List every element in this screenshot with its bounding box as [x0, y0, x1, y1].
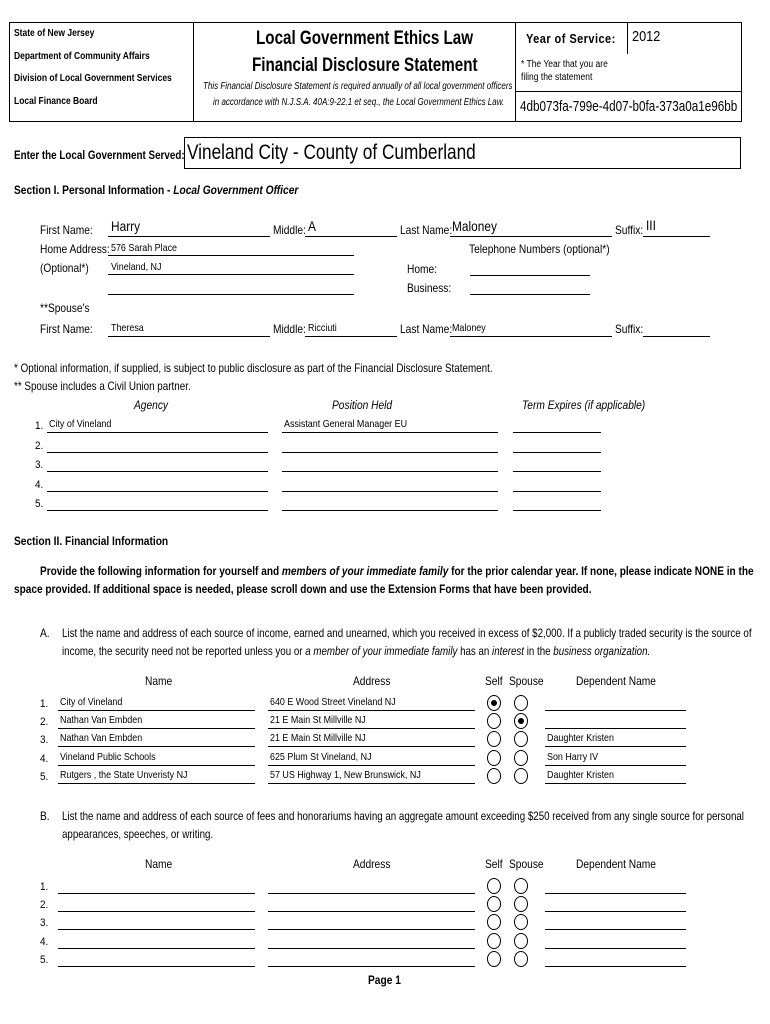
dependent-name-field[interactable] — [545, 911, 686, 912]
header-divider-1 — [193, 22, 194, 122]
agency-column-header: Agency — [134, 398, 169, 412]
position-value: Assistant General Manager EU — [284, 418, 408, 430]
part-a-self-header: Self — [485, 674, 503, 688]
source-address-field[interactable] — [268, 710, 475, 711]
section2-title: Section II. Financial Information — [14, 534, 169, 548]
header-divider-2 — [515, 22, 516, 122]
dependent-name-field[interactable] — [545, 966, 686, 967]
source-name-value: Nathan Van Embden — [60, 732, 143, 745]
form-title-1: Local Government Ethics Law — [256, 28, 474, 49]
header-state: State of New Jersey — [14, 28, 95, 39]
position-field[interactable] — [282, 491, 498, 492]
spouse-middle-value: Ricciuti — [308, 322, 337, 334]
agency-row-number: 2. — [35, 439, 44, 452]
agency-field[interactable] — [47, 471, 268, 472]
header-division: Division of Local Government Services — [14, 73, 172, 84]
term-field[interactable] — [513, 452, 601, 453]
spouse-radio[interactable] — [514, 896, 528, 912]
spouse-middle-field[interactable] — [305, 336, 397, 337]
dependent-name-field[interactable] — [545, 710, 686, 711]
part-a-text-2: income, the security need not be reported unless you or a member of your immediate family has an interest in the business organization. — [62, 644, 651, 658]
first-name-value: Harry — [111, 218, 141, 234]
source-name-value: Vineland Public Schools — [60, 750, 156, 763]
dependent-name-field[interactable] — [545, 728, 686, 729]
income-row-number: 3. — [40, 734, 49, 747]
source-address-field[interactable] — [268, 911, 475, 912]
section2-intro-line1: Provide the following information for yourself and members of your immediate family for the prior calendar year. If none, please indicate NONE in the — [40, 564, 754, 578]
source-address-field[interactable] — [268, 746, 475, 747]
source-address-field[interactable] — [268, 948, 475, 949]
term-column-header: Term Expires (if applicable) — [522, 398, 646, 412]
dependent-name-value: Daughter Kristen — [547, 768, 614, 781]
spouse-radio[interactable] — [514, 731, 528, 747]
part-a-spouse-header: Spouse — [509, 674, 544, 688]
dependent-name-field[interactable] — [545, 893, 686, 894]
middle-value: A — [308, 218, 316, 234]
home-address-label: Home Address: — [40, 242, 110, 256]
self-radio[interactable] — [487, 750, 501, 766]
home-phone-label: Home: — [407, 262, 438, 276]
part-a-text-1: List the name and address of each source of income, earned and unearned, which you received in excess of $2,000. If a publicly traded security is the source of — [62, 626, 752, 640]
source-address-field[interactable] — [268, 893, 475, 894]
agency-row-number: 5. — [35, 498, 44, 510]
spouse-radio[interactable] — [514, 695, 528, 711]
source-address-value: 625 Plum St Vineland, NJ — [270, 750, 372, 763]
income-row-number: 5. — [40, 770, 49, 783]
source-address-field[interactable] — [268, 929, 475, 930]
source-name-field[interactable] — [58, 929, 255, 930]
dependent-name-field[interactable] — [545, 948, 686, 949]
form-description-2: in accordance with N.J.S.A. 40A:9-22.1 et seq., the Local Government Ethics Law. — [213, 97, 505, 108]
agency-row-number: 3. — [35, 459, 44, 471]
dependent-name-field[interactable] — [545, 765, 686, 766]
dependent-name-value: Daughter Kristen — [547, 732, 614, 745]
source-address-field[interactable] — [268, 783, 475, 784]
spouse-first-name-field[interactable] — [108, 336, 270, 337]
dependent-name-field[interactable] — [545, 783, 686, 784]
spouse-middle-label: Middle: — [273, 322, 306, 336]
source-name-field[interactable] — [58, 893, 255, 894]
middle-field[interactable] — [305, 236, 397, 237]
spouse-radio[interactable] — [514, 951, 528, 967]
part-b-name-header: Name — [145, 857, 173, 871]
year-of-service-value[interactable]: 2012 — [632, 28, 661, 45]
government-served-field[interactable] — [184, 137, 741, 169]
self-radio[interactable] — [487, 933, 501, 949]
part-b-address-header: Address — [353, 857, 391, 871]
agency-row-number: 4. — [35, 478, 44, 491]
term-field[interactable] — [513, 491, 601, 492]
source-address-field[interactable] — [268, 966, 475, 967]
term-field[interactable] — [513, 510, 601, 511]
source-name-value: Rutgers , the State Unveristy NJ — [60, 768, 188, 781]
part-a-dependent-header: Dependent Name — [576, 674, 656, 688]
business-phone-label: Business: — [407, 281, 452, 295]
section1-title: Section I. Personal Information - Local Government Officer — [14, 183, 299, 197]
form-description-1: This Financial Disclosure Statement is required annually of all local government officers — [203, 81, 513, 92]
telephone-label: Telephone Numbers (optional*) — [469, 242, 610, 256]
source-name-value: Nathan Van Embden — [60, 714, 143, 727]
income-row-number: 4. — [40, 935, 49, 948]
spouse-radio[interactable] — [514, 713, 528, 729]
source-name-field[interactable] — [58, 783, 255, 784]
source-address-field[interactable] — [268, 765, 475, 766]
document-id: 4db073fa-799e-4d07-b0fa-373a0a1e96bb — [520, 98, 738, 115]
year-of-service-note: * The Year that you are filing the statement — [521, 59, 608, 83]
middle-label: Middle: — [273, 223, 306, 237]
spouse-radio[interactable] — [514, 933, 528, 949]
spouse-suffix-field[interactable] — [643, 336, 710, 337]
income-row-number: 1. — [40, 698, 49, 710]
spouse-suffix-label: Suffix: — [615, 322, 644, 336]
self-radio[interactable] — [487, 695, 501, 711]
government-served-label: Enter the Local Government Served: — [14, 148, 185, 162]
spouse-radio[interactable] — [514, 768, 528, 784]
part-a-name-header: Name — [145, 674, 173, 688]
dependent-name-field[interactable] — [545, 746, 686, 747]
home-phone-field[interactable] — [470, 275, 590, 276]
spouse-first-name-value: Theresa — [111, 322, 144, 334]
home-address-field-1[interactable] — [108, 255, 354, 256]
agency-value: City of Vineland — [49, 418, 112, 430]
part-a-address-header: Address — [353, 674, 391, 688]
income-row-number: 2. — [40, 899, 49, 912]
income-row-number: 3. — [40, 917, 49, 930]
first-name-label: First Name: — [40, 223, 93, 237]
agency-field[interactable] — [47, 510, 268, 511]
spouse-last-name-field[interactable] — [450, 336, 612, 337]
position-field[interactable] — [282, 452, 498, 453]
source-address-value: 57 US Highway 1, New Brunswick, NJ — [270, 768, 421, 781]
source-address-field[interactable] — [268, 728, 475, 729]
spouse-radio[interactable] — [514, 914, 528, 930]
source-name-field[interactable] — [58, 746, 255, 747]
last-name-label: Last Name: — [400, 223, 453, 237]
agency-row-number: 1. — [35, 420, 44, 432]
part-b-letter: B. — [40, 809, 50, 823]
spouse-last-name-label: Last Name: — [400, 322, 453, 336]
spouse-label: **Spouse's — [40, 301, 90, 315]
first-name-field[interactable] — [108, 236, 270, 237]
part-b-text-1: List the name and address of each source of fees and honorariums having an aggregate amount exceeding $250 received from any single source for personal — [62, 809, 744, 823]
dependent-name-value: Son Harry IV — [547, 750, 599, 763]
source-name-field[interactable] — [58, 728, 255, 729]
self-radio[interactable] — [487, 768, 501, 784]
term-field[interactable] — [513, 432, 601, 433]
header-board: Local Finance Board — [14, 96, 98, 107]
source-name-value: City of Vineland — [60, 696, 123, 708]
source-name-field[interactable] — [58, 948, 255, 949]
self-radio[interactable] — [487, 914, 501, 930]
header-divider-3 — [627, 22, 628, 54]
source-name-field[interactable] — [58, 911, 255, 912]
agency-field[interactable] — [47, 491, 268, 492]
last-name-field[interactable] — [450, 236, 612, 237]
position-field[interactable] — [282, 471, 498, 472]
home-address-value-1: 576 Sarah Place — [111, 242, 177, 254]
income-row-number: 4. — [40, 752, 49, 765]
header-divider-4 — [515, 91, 742, 92]
source-name-field[interactable] — [58, 765, 255, 766]
income-row-number: 1. — [40, 881, 49, 893]
spouse-radio[interactable] — [514, 750, 528, 766]
agency-field[interactable] — [47, 452, 268, 453]
self-radio[interactable] — [487, 896, 501, 912]
position-field[interactable] — [282, 432, 498, 433]
self-radio[interactable] — [487, 713, 501, 729]
self-radio[interactable] — [487, 951, 501, 967]
position-column-header: Position Held — [332, 398, 393, 412]
home-address-value-2: Vineland, NJ — [111, 261, 162, 273]
last-name-value: Maloney — [452, 218, 497, 234]
income-row-number: 2. — [40, 716, 49, 729]
spouse-first-name-label: First Name: — [40, 322, 93, 336]
part-a-letter: A. — [40, 626, 50, 640]
business-phone-field[interactable] — [470, 294, 590, 295]
source-name-field[interactable] — [58, 966, 255, 967]
income-row-number: 5. — [40, 953, 49, 966]
self-radio[interactable] — [487, 878, 501, 894]
section2-intro-line2: space provided. If additional space is needed, please scroll down and use the Extension Forms that have been provided. — [14, 582, 592, 596]
agency-field[interactable] — [47, 432, 268, 433]
source-address-value: 21 E Main St Millville NJ — [270, 714, 366, 727]
part-b-self-header: Self — [485, 857, 503, 871]
spouse-radio[interactable] — [514, 878, 528, 894]
home-address-field-2[interactable] — [108, 274, 354, 275]
optional-label: (Optional*) — [40, 261, 89, 275]
suffix-label: Suffix: — [615, 223, 644, 237]
spouse-note: ** Spouse includes a Civil Union partner. — [14, 379, 191, 393]
dependent-name-field[interactable] — [545, 929, 686, 930]
source-name-field[interactable] — [58, 710, 255, 711]
suffix-value: III — [646, 217, 656, 233]
suffix-field[interactable] — [643, 236, 710, 237]
position-field[interactable] — [282, 510, 498, 511]
government-served-value: Vineland City - County of Cumberland — [187, 141, 476, 164]
spouse-last-name-value: Maloney — [452, 322, 486, 334]
term-field[interactable] — [513, 471, 601, 472]
year-of-service-label: Year of Service: — [526, 31, 616, 46]
source-address-value: 640 E Wood Street Vineland NJ — [270, 696, 396, 708]
self-radio[interactable] — [487, 731, 501, 747]
form-title-2: Financial Disclosure Statement — [252, 55, 478, 76]
part-b-dependent-header: Dependent Name — [576, 857, 656, 871]
part-b-text-2: appearances, speeches, or writing. — [62, 827, 214, 841]
header-department: Department of Community Affairs — [14, 51, 150, 62]
part-b-spouse-header: Spouse — [509, 857, 544, 871]
source-address-value: 21 E Main St Millville NJ — [270, 732, 366, 745]
page-number: Page 1 — [368, 973, 401, 987]
home-address-field-3[interactable] — [108, 294, 354, 295]
optional-note: * Optional information, if supplied, is subject to public disclosure as part of the Financial Disclosure Statement. — [14, 361, 493, 375]
